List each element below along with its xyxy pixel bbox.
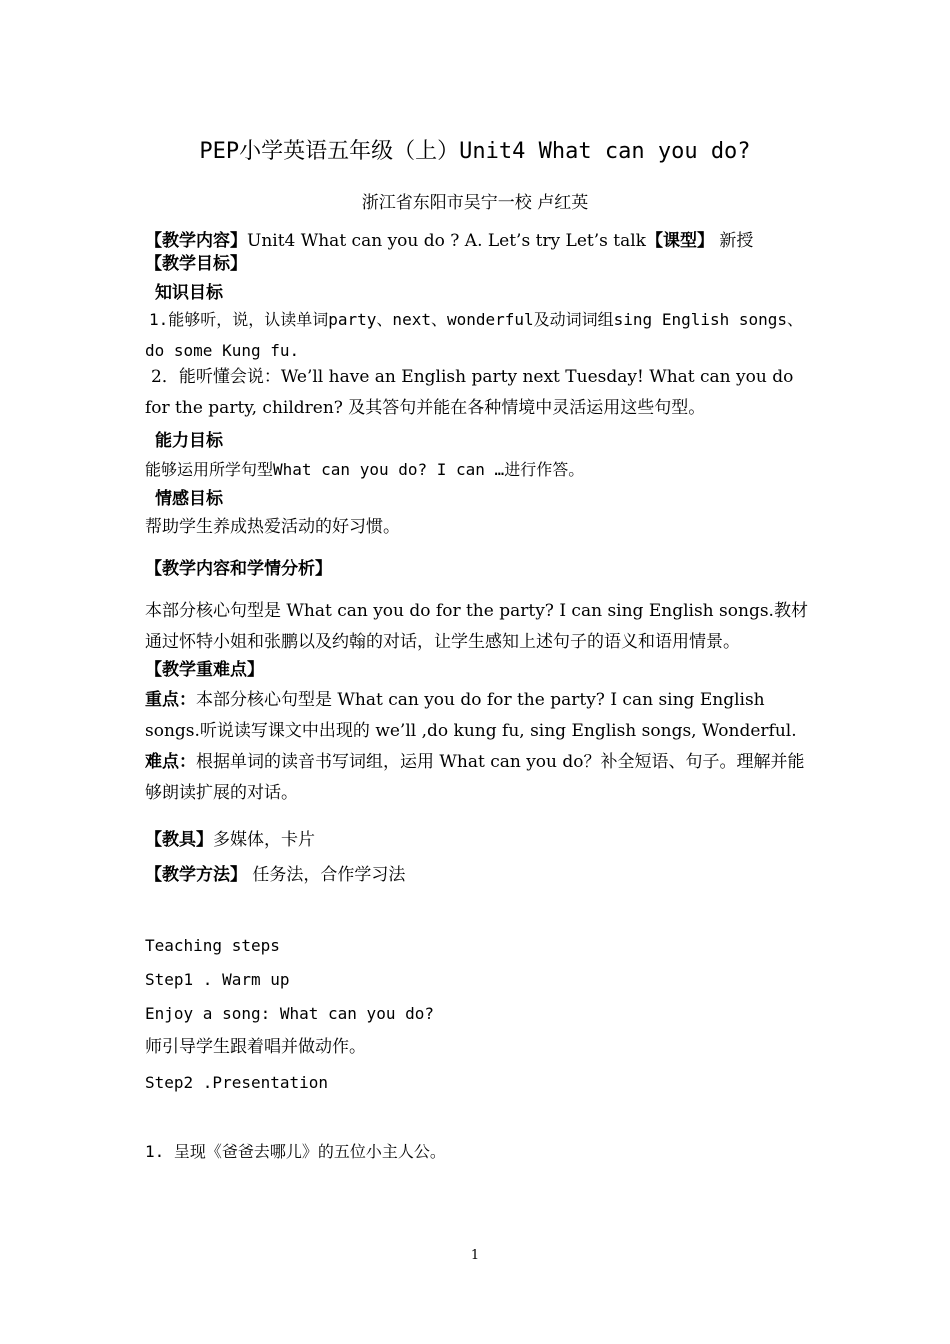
step1-instruction: 师引导学生跟着唱并做动作。 <box>145 1037 366 1057</box>
lesson-type-text: 新授 <box>713 231 754 251</box>
tools-label: 【教具】 <box>145 830 213 850</box>
page-number: 1 <box>470 1248 480 1263</box>
difficult-point <box>145 747 810 809</box>
difficult-point-text: 根据单词的读音书写词组，运用 What can you do？补全短语、句子。理解并能够朗读扩展的对话。 <box>145 752 805 803</box>
method-label: 【教学方法】 <box>145 865 247 885</box>
analysis-text: 本部分核心句型是 What can you do for the party? I can sing English songs.教材通过怀特小姐和张鹏以及约翰的对话，让学生感知上述句子的语义和语用情景。 <box>145 601 808 652</box>
difficult-point-label: 难点： <box>145 752 196 772</box>
tools-line <box>145 825 815 856</box>
knowledge-heading: 知识目标 <box>155 283 223 303</box>
step1-song: Enjoy a song: What can you do? <box>145 1004 434 1023</box>
emotion-text: 帮助学生养成热爱活动的好习惯。 <box>145 517 400 537</box>
teaching-content-label: 【教学内容】 <box>145 231 247 251</box>
ability-text: 能够运用所学句型What can you do? I can …进行作答。 <box>145 460 585 479</box>
key-difficult-heading: 【教学重难点】 <box>145 660 264 680</box>
method-line <box>145 860 815 891</box>
emotion-heading: 情感目标 <box>155 489 223 509</box>
knowledge-item-1: 1.能够听，说，认读单词party、next、wonderful及动词词组sing English songs、do some Kung fu. <box>145 310 804 360</box>
analysis-heading: 【教学内容和学情分析】 <box>145 559 332 579</box>
step2-item-1: 1. 呈现《爸爸去哪儿》的五位小主人公。 <box>145 1142 446 1161</box>
key-point-label: 重点： <box>145 690 196 710</box>
step2-heading: Step2 .Presentation <box>145 1073 329 1092</box>
step1-heading: Step1 . Warm up <box>145 970 290 989</box>
key-point-text: 本部分核心句型是 What can you do for the party? I can sing English songs.听说读写课文中出现的 we’ll ,do kung fu, sing English songs, Wonderful. <box>145 690 797 741</box>
teaching-steps-heading: Teaching steps <box>145 936 280 955</box>
lesson-type-label: 【课型】 <box>645 231 714 251</box>
ability-heading: 能力目标 <box>155 431 223 451</box>
author-line: 浙江省东阳市吴宁一校 卢红英 <box>361 193 589 213</box>
teaching-content-text: Unit4 What can you do ? A. Let’s try Let’s talk <box>247 231 646 251</box>
tools-text: 多媒体，卡片 <box>213 830 315 850</box>
method-text: 任务法，合作学习法 <box>247 865 406 885</box>
document-title: PEP小学英语五年级（上）Unit4 What can you do? <box>199 139 751 164</box>
key-point <box>145 685 810 747</box>
knowledge-item-2: 2．能听懂会说：We’ll have an English party next Tuesday! What can you do for the party, children? 及其答句并能在各种情境中灵活运用这些句型。 <box>145 367 794 418</box>
goals-heading: 【教学目标】 <box>145 254 247 274</box>
